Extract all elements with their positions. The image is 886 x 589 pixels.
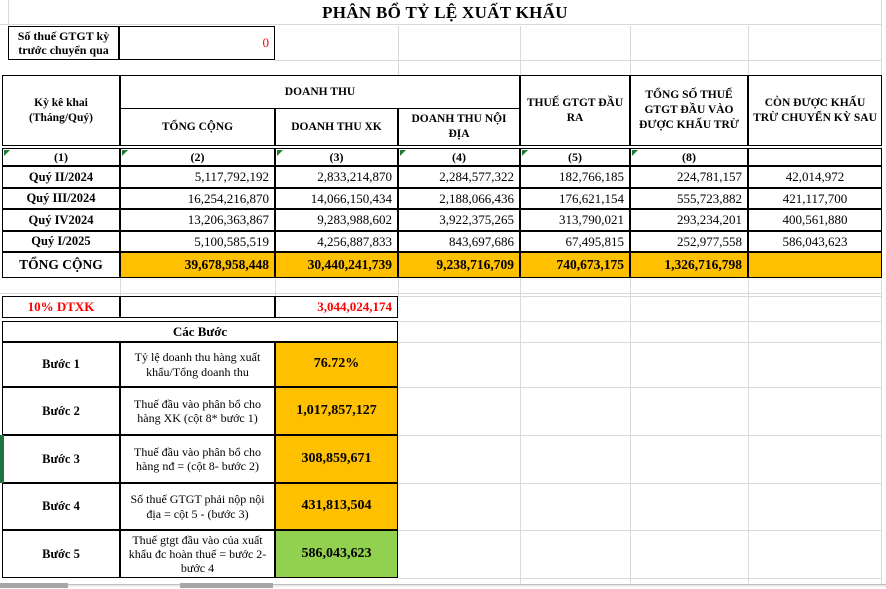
- error-indicator-icon: [522, 150, 528, 156]
- error-indicator-icon: [277, 150, 283, 156]
- cell-carry-forward[interactable]: 421,117,700: [748, 188, 882, 209]
- bottom-scroll-track[interactable]: [0, 584, 886, 587]
- step-value[interactable]: 586,043,623: [275, 530, 398, 578]
- gridline: [275, 60, 882, 61]
- header-export[interactable]: DOANH THU XK: [275, 108, 398, 146]
- cell-export[interactable]: 9,283,988,602: [275, 209, 398, 231]
- total-cell-output-vat[interactable]: 740,673,175: [520, 252, 630, 278]
- header-output-vat[interactable]: THUẾ GTGT ĐẦU RA: [520, 75, 630, 146]
- header-total[interactable]: TỔNG CỘNG: [120, 108, 275, 146]
- col-number-cell[interactable]: [2, 148, 120, 166]
- row-label[interactable]: Quý III/2024: [2, 188, 120, 209]
- cell-domestic[interactable]: 2,284,577,322: [398, 166, 520, 188]
- gridline: [0, 24, 882, 25]
- sheet-title: PHÂN BỔ TỶ LỆ XUẤT KHẨU: [322, 2, 568, 22]
- cell-input-vat[interactable]: 293,234,201: [630, 209, 748, 231]
- col-number-cell[interactable]: [520, 148, 630, 166]
- col-number: (4): [452, 149, 466, 164]
- gridline: [630, 26, 631, 75]
- gridline: [398, 296, 882, 297]
- total-cell-total[interactable]: 39,678,958,448: [120, 252, 275, 278]
- cell-total[interactable]: 5,100,585,519: [120, 231, 275, 252]
- gridline: [398, 278, 399, 296]
- step-desc[interactable]: Thuế đầu vào phân bổ cho hàng nđ = (cột 8- bước 2): [120, 435, 275, 483]
- total-row-label[interactable]: TỔNG CỘNG: [2, 252, 120, 278]
- gridline: [520, 26, 521, 75]
- total-cell-domestic[interactable]: 9,238,716,709: [398, 252, 520, 278]
- gridline: [748, 278, 749, 584]
- step-value[interactable]: 308,859,671: [275, 435, 398, 483]
- step-value[interactable]: 431,813,504: [275, 483, 398, 530]
- cell-output-vat[interactable]: 176,621,154: [520, 188, 630, 209]
- step-label[interactable]: Bước 1: [2, 342, 120, 387]
- step-desc[interactable]: Số thuế GTGT phải nộp nội địa = cột 5 - (bước 3): [120, 483, 275, 530]
- step-value[interactable]: 76.72%: [275, 342, 398, 387]
- col-number: (3): [329, 149, 344, 164]
- total-cell-export[interactable]: 30,440,241,739: [275, 252, 398, 278]
- error-indicator-icon: [122, 150, 128, 156]
- col-number-cell-empty[interactable]: [748, 148, 882, 166]
- bottom-gray-segment: [180, 583, 273, 588]
- cell-output-vat[interactable]: 67,495,815: [520, 231, 630, 252]
- cell-output-vat[interactable]: 182,766,185: [520, 166, 630, 188]
- cell-total[interactable]: 13,206,363,867: [120, 209, 275, 231]
- header-carry-forward[interactable]: CÒN ĐƯỢC KHẤU TRỪ CHUYỂN KỲ SAU: [748, 75, 882, 146]
- cell-input-vat[interactable]: 224,781,157: [630, 166, 748, 188]
- row-label[interactable]: Quý II/2024: [2, 166, 120, 188]
- header-period[interactable]: Kỳ kê khai (Tháng/Quý): [2, 75, 120, 146]
- cell-domestic[interactable]: 2,188,066,436: [398, 188, 520, 209]
- header-domestic[interactable]: DOANH THU NỘI ĐỊA: [398, 108, 520, 146]
- step-value[interactable]: 1,017,857,127: [275, 387, 398, 435]
- header-deductible-input-vat[interactable]: TỔNG SỐ THUẾ GTGT ĐẦU VÀO ĐƯỢC KHẤU TRỪ: [630, 75, 748, 146]
- step-label[interactable]: Bước 2: [2, 387, 120, 435]
- total-cell-carry-forward[interactable]: [748, 252, 882, 278]
- total-cell-input-vat[interactable]: 1,326,716,798: [630, 252, 748, 278]
- gridline: [398, 387, 882, 388]
- row-accent-bar: [0, 435, 4, 483]
- cell-export[interactable]: 2,833,214,870: [275, 166, 398, 188]
- error-indicator-icon: [4, 150, 10, 156]
- cell-output-vat[interactable]: 313,790,021: [520, 209, 630, 231]
- dtxk-value-cell[interactable]: 3,044,024,174: [275, 296, 398, 318]
- col-number: (1): [54, 149, 68, 164]
- steps-header-cell[interactable]: Các Bước: [2, 321, 398, 342]
- col-number-cell[interactable]: [630, 148, 748, 166]
- step-label[interactable]: Bước 3: [2, 435, 120, 483]
- gridline: [398, 483, 882, 484]
- step-desc[interactable]: Thuế gtgt đầu vào của xuất khẩu đc hoàn thuế = bước 2-bước 4: [120, 530, 275, 578]
- row-label[interactable]: Quý IV2024: [2, 209, 120, 231]
- col-number-cell[interactable]: [120, 148, 275, 166]
- gridline: [0, 293, 882, 294]
- gridline: [398, 530, 882, 531]
- gridline: [398, 578, 882, 579]
- gridline: [398, 26, 399, 75]
- dtxk-label-cell[interactable]: 10% DTXK: [2, 296, 120, 318]
- cell-carry-forward[interactable]: 400,561,880: [748, 209, 882, 231]
- header-revenue-group[interactable]: DOANH THU: [120, 75, 520, 109]
- cell-carry-forward[interactable]: 42,014,972: [748, 166, 882, 188]
- gridline: [748, 26, 749, 75]
- step-desc[interactable]: Thuế đầu vào phân bổ cho hàng XK (cột 8* bước 1): [120, 387, 275, 435]
- gridline: [630, 278, 631, 584]
- carryover-value-cell[interactable]: 0: [119, 26, 275, 60]
- step-desc[interactable]: Tỷ lệ doanh thu hàng xuất khẩu/Tổng doanh thu: [120, 342, 275, 387]
- gridline: [398, 321, 882, 322]
- col-number: (8): [682, 149, 696, 164]
- step-label[interactable]: Bước 5: [2, 530, 120, 578]
- error-indicator-icon: [632, 150, 638, 156]
- col-number: (5): [568, 149, 582, 164]
- cell-input-vat[interactable]: 252,977,558: [630, 231, 748, 252]
- gridline: [398, 435, 882, 436]
- gridline: [120, 278, 121, 296]
- cell-export[interactable]: 14,066,150,434: [275, 188, 398, 209]
- cell-export[interactable]: 4,256,887,833: [275, 231, 398, 252]
- gridline: [520, 278, 521, 584]
- row-label[interactable]: Quý I/2025: [2, 231, 120, 252]
- cell-total[interactable]: 16,254,216,870: [120, 188, 275, 209]
- cell-total[interactable]: 5,117,792,192: [120, 166, 275, 188]
- cell-input-vat[interactable]: 555,723,882: [630, 188, 748, 209]
- col-number: (2): [190, 149, 205, 164]
- gridline: [275, 278, 276, 296]
- gridline: [398, 342, 882, 343]
- col-number-cell[interactable]: [398, 148, 520, 166]
- bottom-gray-segment: [0, 583, 68, 588]
- dtxk-empty-cell[interactable]: [120, 296, 275, 318]
- cell-domestic[interactable]: 3,922,375,265: [398, 209, 520, 231]
- cell-carry-forward[interactable]: 586,043,623: [748, 231, 882, 252]
- carryover-label-cell[interactable]: Số thuế GTGT kỳ trước chuyển qua: [8, 26, 119, 60]
- cell-domestic[interactable]: 843,697,686: [398, 231, 520, 252]
- col-number-cell[interactable]: [275, 148, 398, 166]
- step-label[interactable]: Bước 4: [2, 483, 120, 530]
- error-indicator-icon: [400, 150, 406, 156]
